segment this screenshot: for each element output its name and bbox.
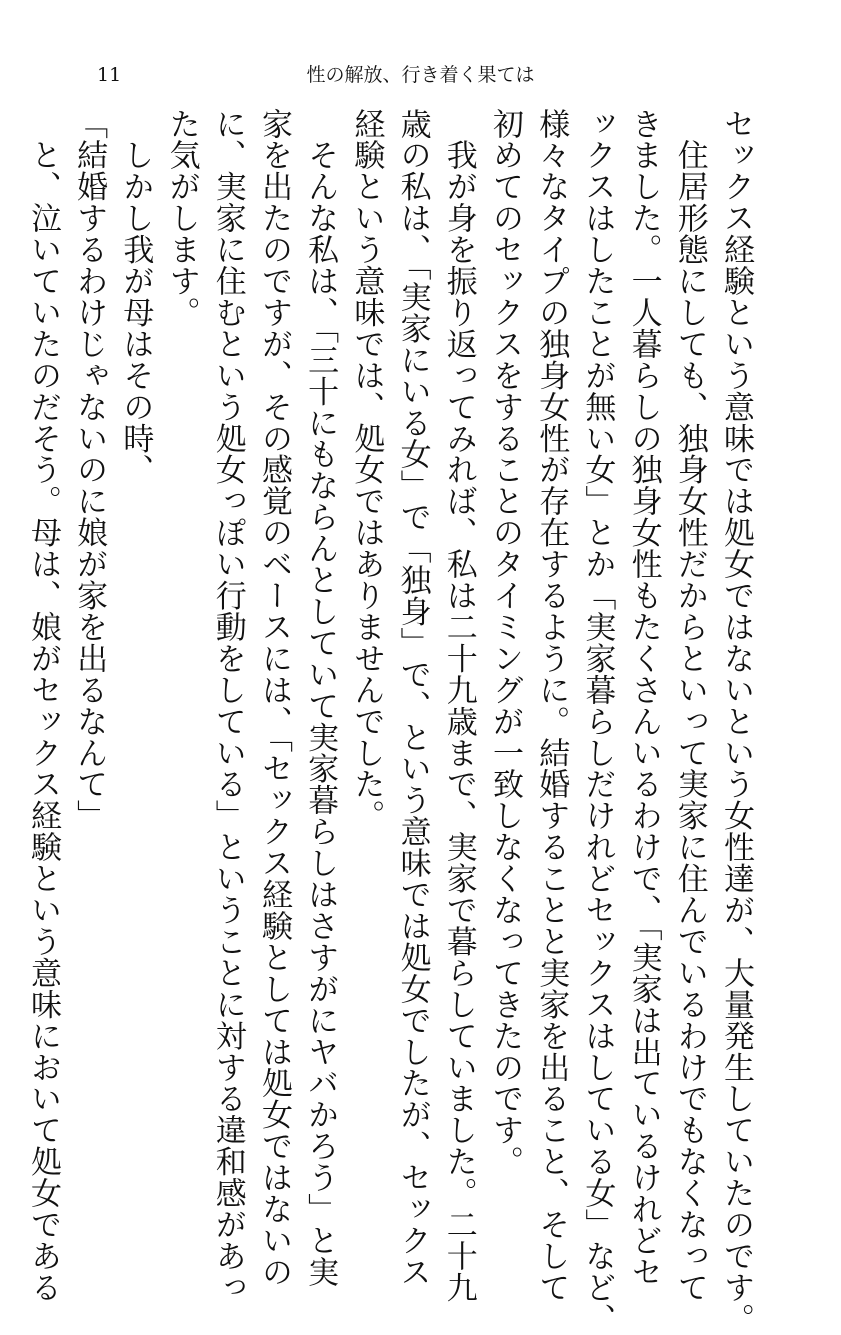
text-line: そんな私は、「三十にもならんとしていて実家暮らしはさすがにヤバかろう」と実 [302,108,339,1288]
text-line: 経験という意味では、処女ではありませんでした。 [348,108,385,832]
text-line: 我が身を振り返ってみれば、私は二十九歳まで、実家で暮らしていました。二十九 [440,108,477,1304]
text-line: た気がします。 [163,108,200,329]
text-line: 様々なタイプの独身女性が存在するように。結婚することと実家を出ること、そして [533,108,570,1304]
text-line: と、泣いていたのだそう。母は、娘がセックス経験という意味において処女である [24,108,61,1304]
text-line: 歳の私は、「実家にいる女」で「独身」で、という意味では処女でしたが、セックス [394,108,431,1288]
text-line: に、実家に住むという処女っぽい行動をしている」ということに対する違和感があっ [209,108,246,1304]
page-number: 11 [97,64,122,86]
text-line: 家を出たのですが、その感覚のベースには、「セックス経験としては処女ではないの [255,108,292,1288]
text-line: きました。一人暮らしの独身女性もたくさんいるわけで、「実家は出ているけれどセ [625,108,662,1288]
chapter-title: 性の解放、行き着く果ては [306,64,535,86]
text-line: セックス経験という意味では処女ではないという女性達が、大量発生していたのです。 [718,108,754,1335]
text-line: ックスはしたことが無い女」とか「実家暮らしだけれどセックスはしている女」など、 [579,108,616,1335]
text-line: 住居形態にしても、独身女性だからといって実家に住んでいるわけでもなくなって [671,108,708,1304]
text-line: 初めてのセックスをすることのタイミングが一致しなくなってきたのです。 [486,108,523,1178]
text-line: 「結婚するわけじゃないのに娘が家を出るなんて」 [71,108,108,832]
text-line: しかし我が母はその時、 [117,108,154,486]
body-text-vertical [24,108,759,1335]
